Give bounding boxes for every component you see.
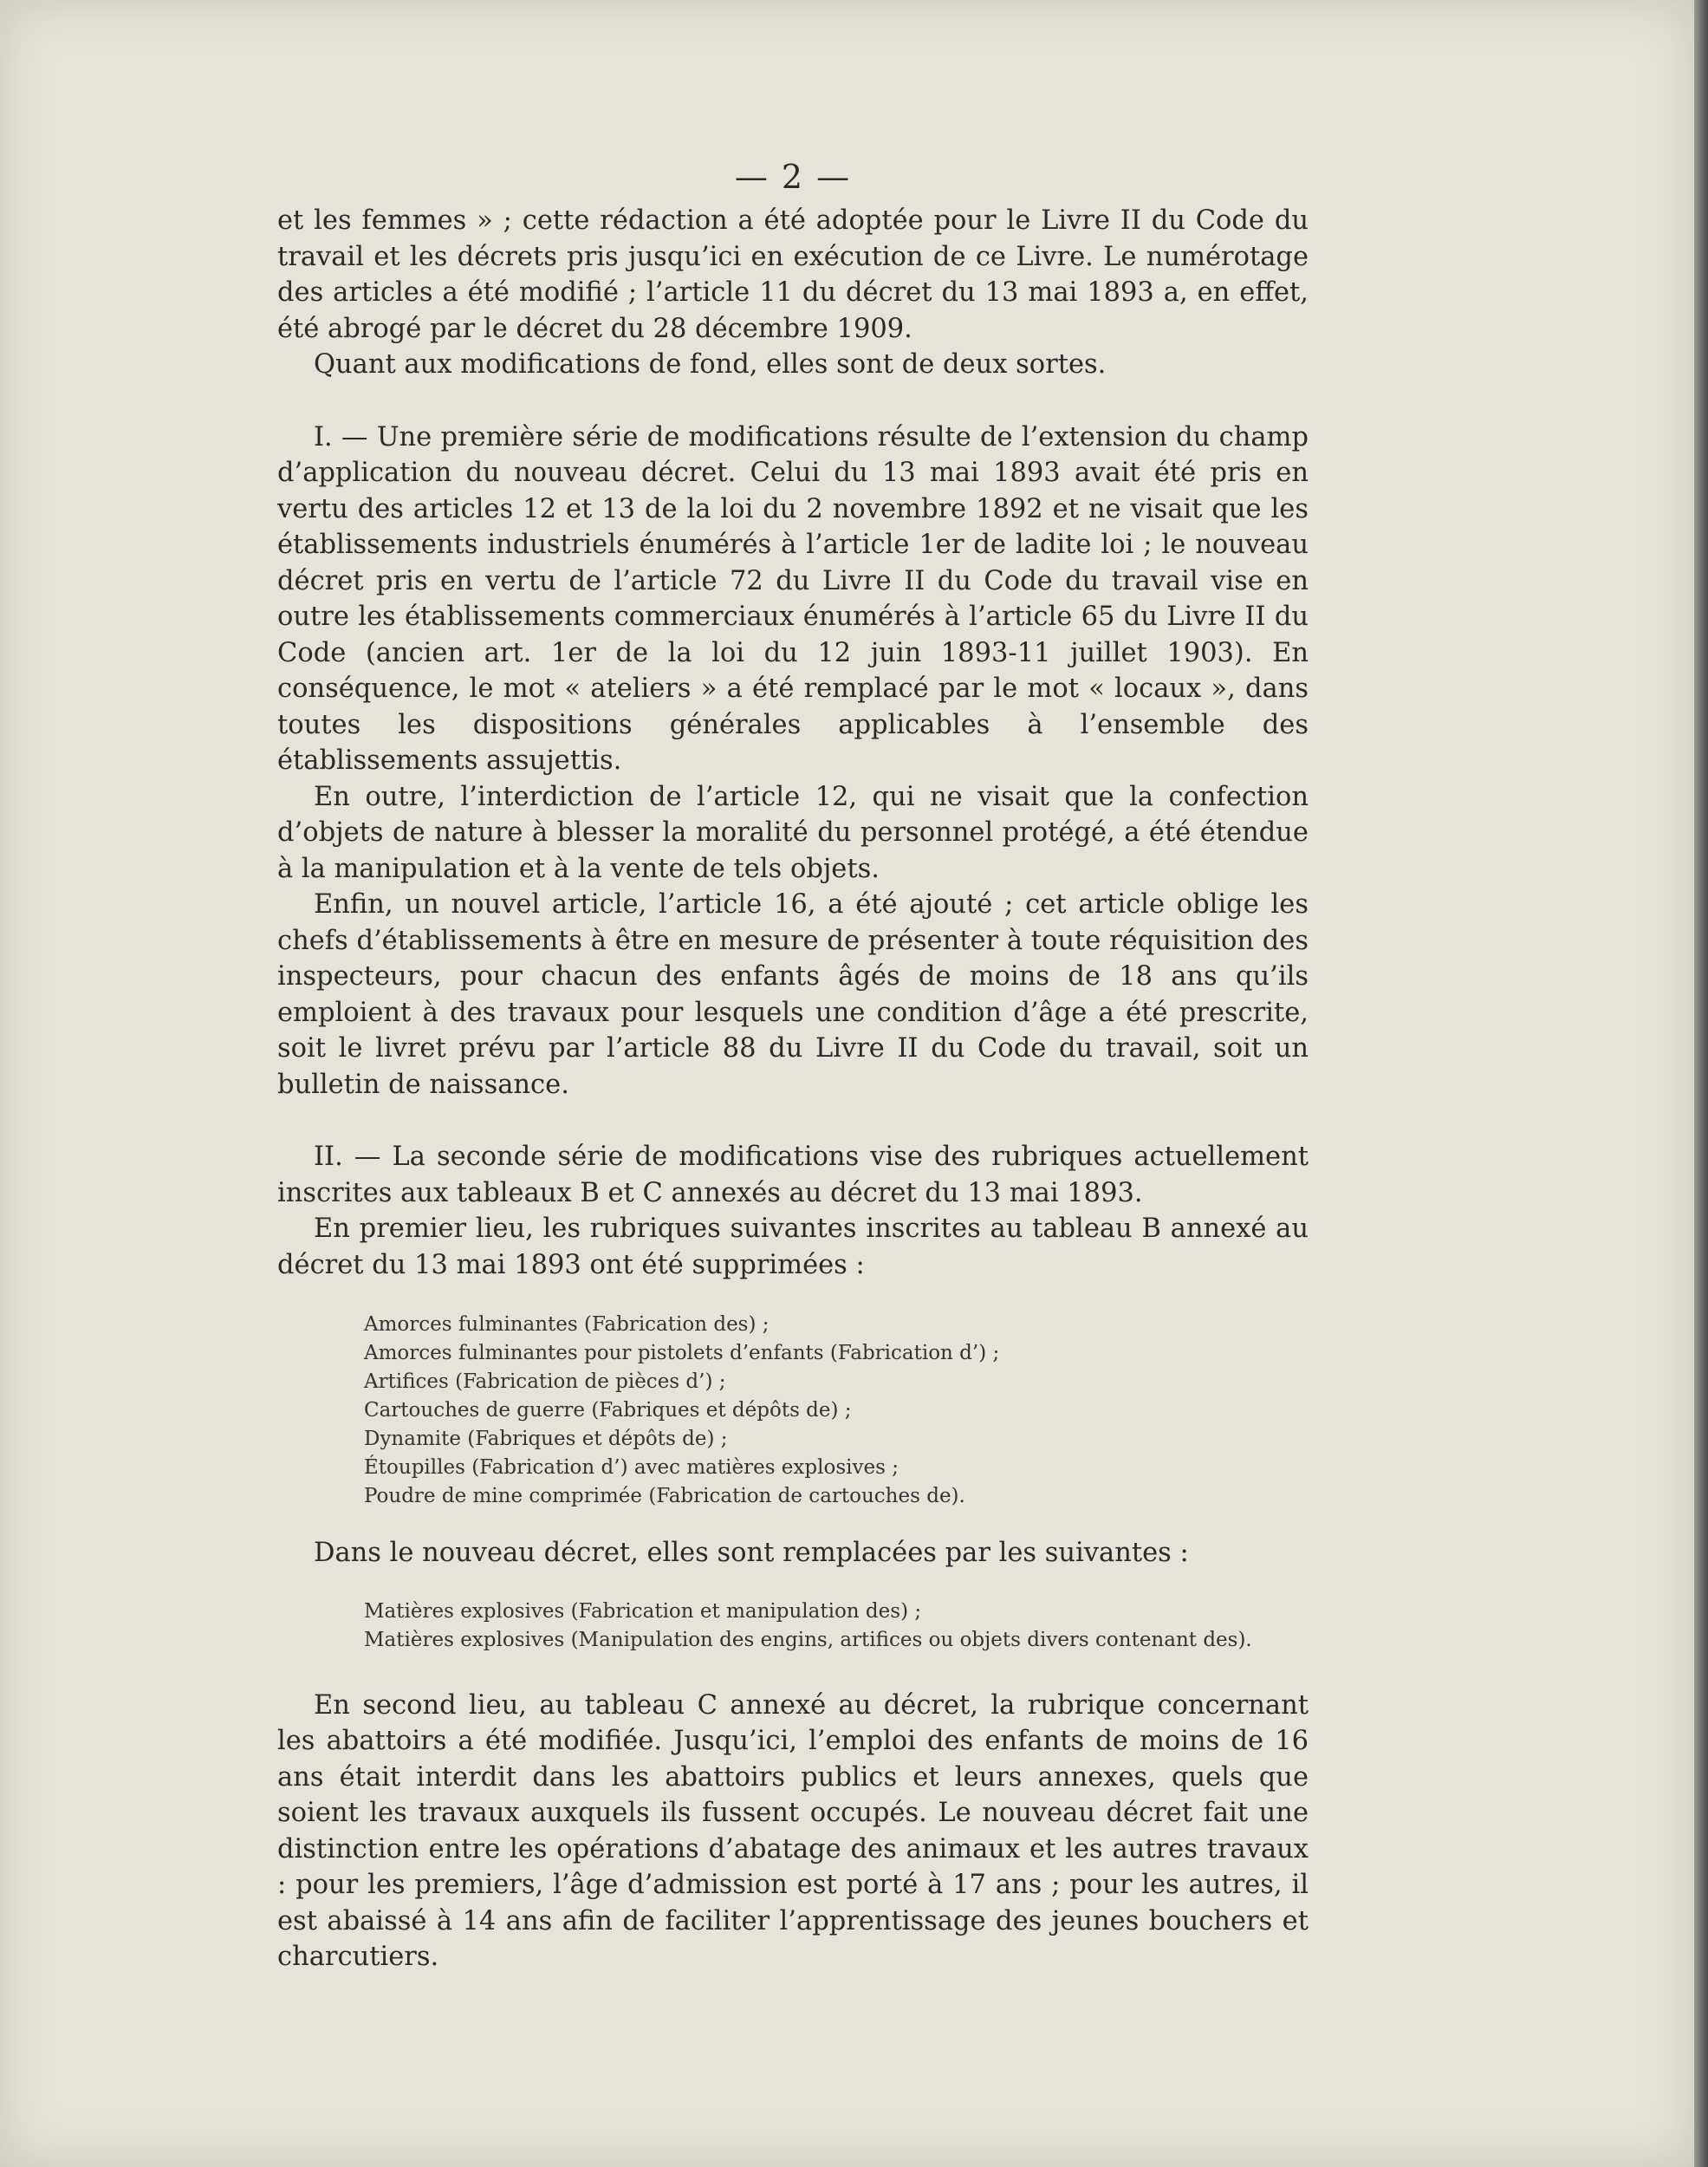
list-item: Artifices (Fabrication de pièces d’) ; bbox=[364, 1370, 726, 1393]
list-item: Amorces fulminantes pour pistolets d’enfants (Fabrication d’) ; bbox=[364, 1342, 1000, 1364]
section-one-paragraph: En outre, l’interdiction de l’article 12, qui ne visait que la confection d’objets de nature à blesser la moralité du personnel protégé, a été étendue à la manipulation et à la vente de tels objets. bbox=[277, 781, 1309, 884]
list-item: Amorces fulminantes (Fabrication des) ; bbox=[364, 1313, 770, 1336]
replacement-intro: Dans le nouveau décret, elles sont remplacées par les suivantes : bbox=[314, 1538, 1189, 1568]
section-one-paragraph: I. — Une première série de modifications résulte de l’extension du champ d’application du nouveau décret. Celui du 13 mai 1893 avait été pris en vertu des articles 12 et 13 de la loi du 2 novembre 1892 et ne visait que les établissements industriels énumérés à l’article 1er de ladite loi ; le nouveau décret pris en vertu de l’article 72 du Livre II du Code du travail vise en outre les établissements commerciaux énumérés à l’article 65 du Livre II du Code (ancien art. 1er de la loi du 12 juin 1893-11 juillet 1903). En conséquence, le mot « ateliers » a été remplacé par le mot « locaux », dans toutes les dispositions générales applicables à l’ensemble des établissements assujettis. bbox=[277, 421, 1309, 776]
list-item: Matières explosives (Fabrication et manipulation des) ; bbox=[364, 1599, 922, 1623]
section-two-paragraph: En premier lieu, les rubriques suivantes inscrites au tableau B annexé au décret du 13 mai 1893 ont été supprimées : bbox=[277, 1214, 1309, 1280]
list-item: Matières explosives (Manipulation des engins, artifices ou objets divers contenant des). bbox=[364, 1628, 1252, 1651]
list-item: Étoupilles (Fabrication d’) avec matières explosives ; bbox=[364, 1456, 899, 1479]
list-item: Cartouches de guerre (Fabriques et dépôts de) ; bbox=[364, 1399, 852, 1422]
list-item: Dynamite (Fabriques et dépôts de) ; bbox=[364, 1428, 728, 1450]
page-number: — 2 — bbox=[734, 158, 852, 196]
section-one-paragraph: Enfin, un nouvel article, l’article 16, a été ajouté ; cet article oblige les chefs d’établissements à être en mesure de présenter à toute réquisition des inspecteurs, pour chacun des enfants âgés de moins de 18 ans qu’ils emploient à des travaux pour lesquels une condition d’âge a été prescrite, soit le livret prévu par l’article 88 du Livre II du Code du travail, soit un bulletin de naissance. bbox=[277, 889, 1309, 1100]
intro-paragraph: et les femmes » ; cette rédaction a été adoptée pour le Livre II du Code du travail et les décrets pris jusqu’ici en exécution de ce Livre. Le numérotage des articles a été modifié ; l’article 11 du décret du 13 mai 1893 a, en effet, été abrogé par le décret du 28 décembre 1909. bbox=[277, 205, 1309, 344]
intro-paragraph: Quant aux modifications de fond, elles sont de deux sortes. bbox=[314, 349, 1107, 380]
closing-paragraph: En second lieu, au tableau C annexé au décret, la rubrique concernant les abattoirs a été modifiée. Jusqu’ici, l’emploi des enfants de moins de 16 ans était interdit dans les abattoirs publics et leurs annexes, quels que soient les travaux auxquels ils fussent occupés. Le nouveau décret fait une distinction entre les opérations d’abatage des animaux et les autres travaux : pour les premiers, l’âge d’admission est porté à 17 ans ; pour les autres, il est abaissé à 14 ans afin de faciliter l’apprentissage des jeunes bouchers et charcutiers. bbox=[277, 1689, 1309, 1972]
section-two-paragraph: II. — La seconde série de modifications vise des rubriques actuellement inscrites aux tableaux B et C annexés au décret du 13 mai 1893. bbox=[277, 1142, 1309, 1208]
suppressed-rubrics-list bbox=[277, 1311, 1309, 1511]
replacement-rubrics-list bbox=[277, 1598, 1309, 1655]
page-content bbox=[277, 158, 1309, 1975]
page-edge bbox=[1694, 0, 1708, 2167]
list-item: Poudre de mine comprimée (Fabrication de cartouches de). bbox=[364, 1485, 965, 1507]
